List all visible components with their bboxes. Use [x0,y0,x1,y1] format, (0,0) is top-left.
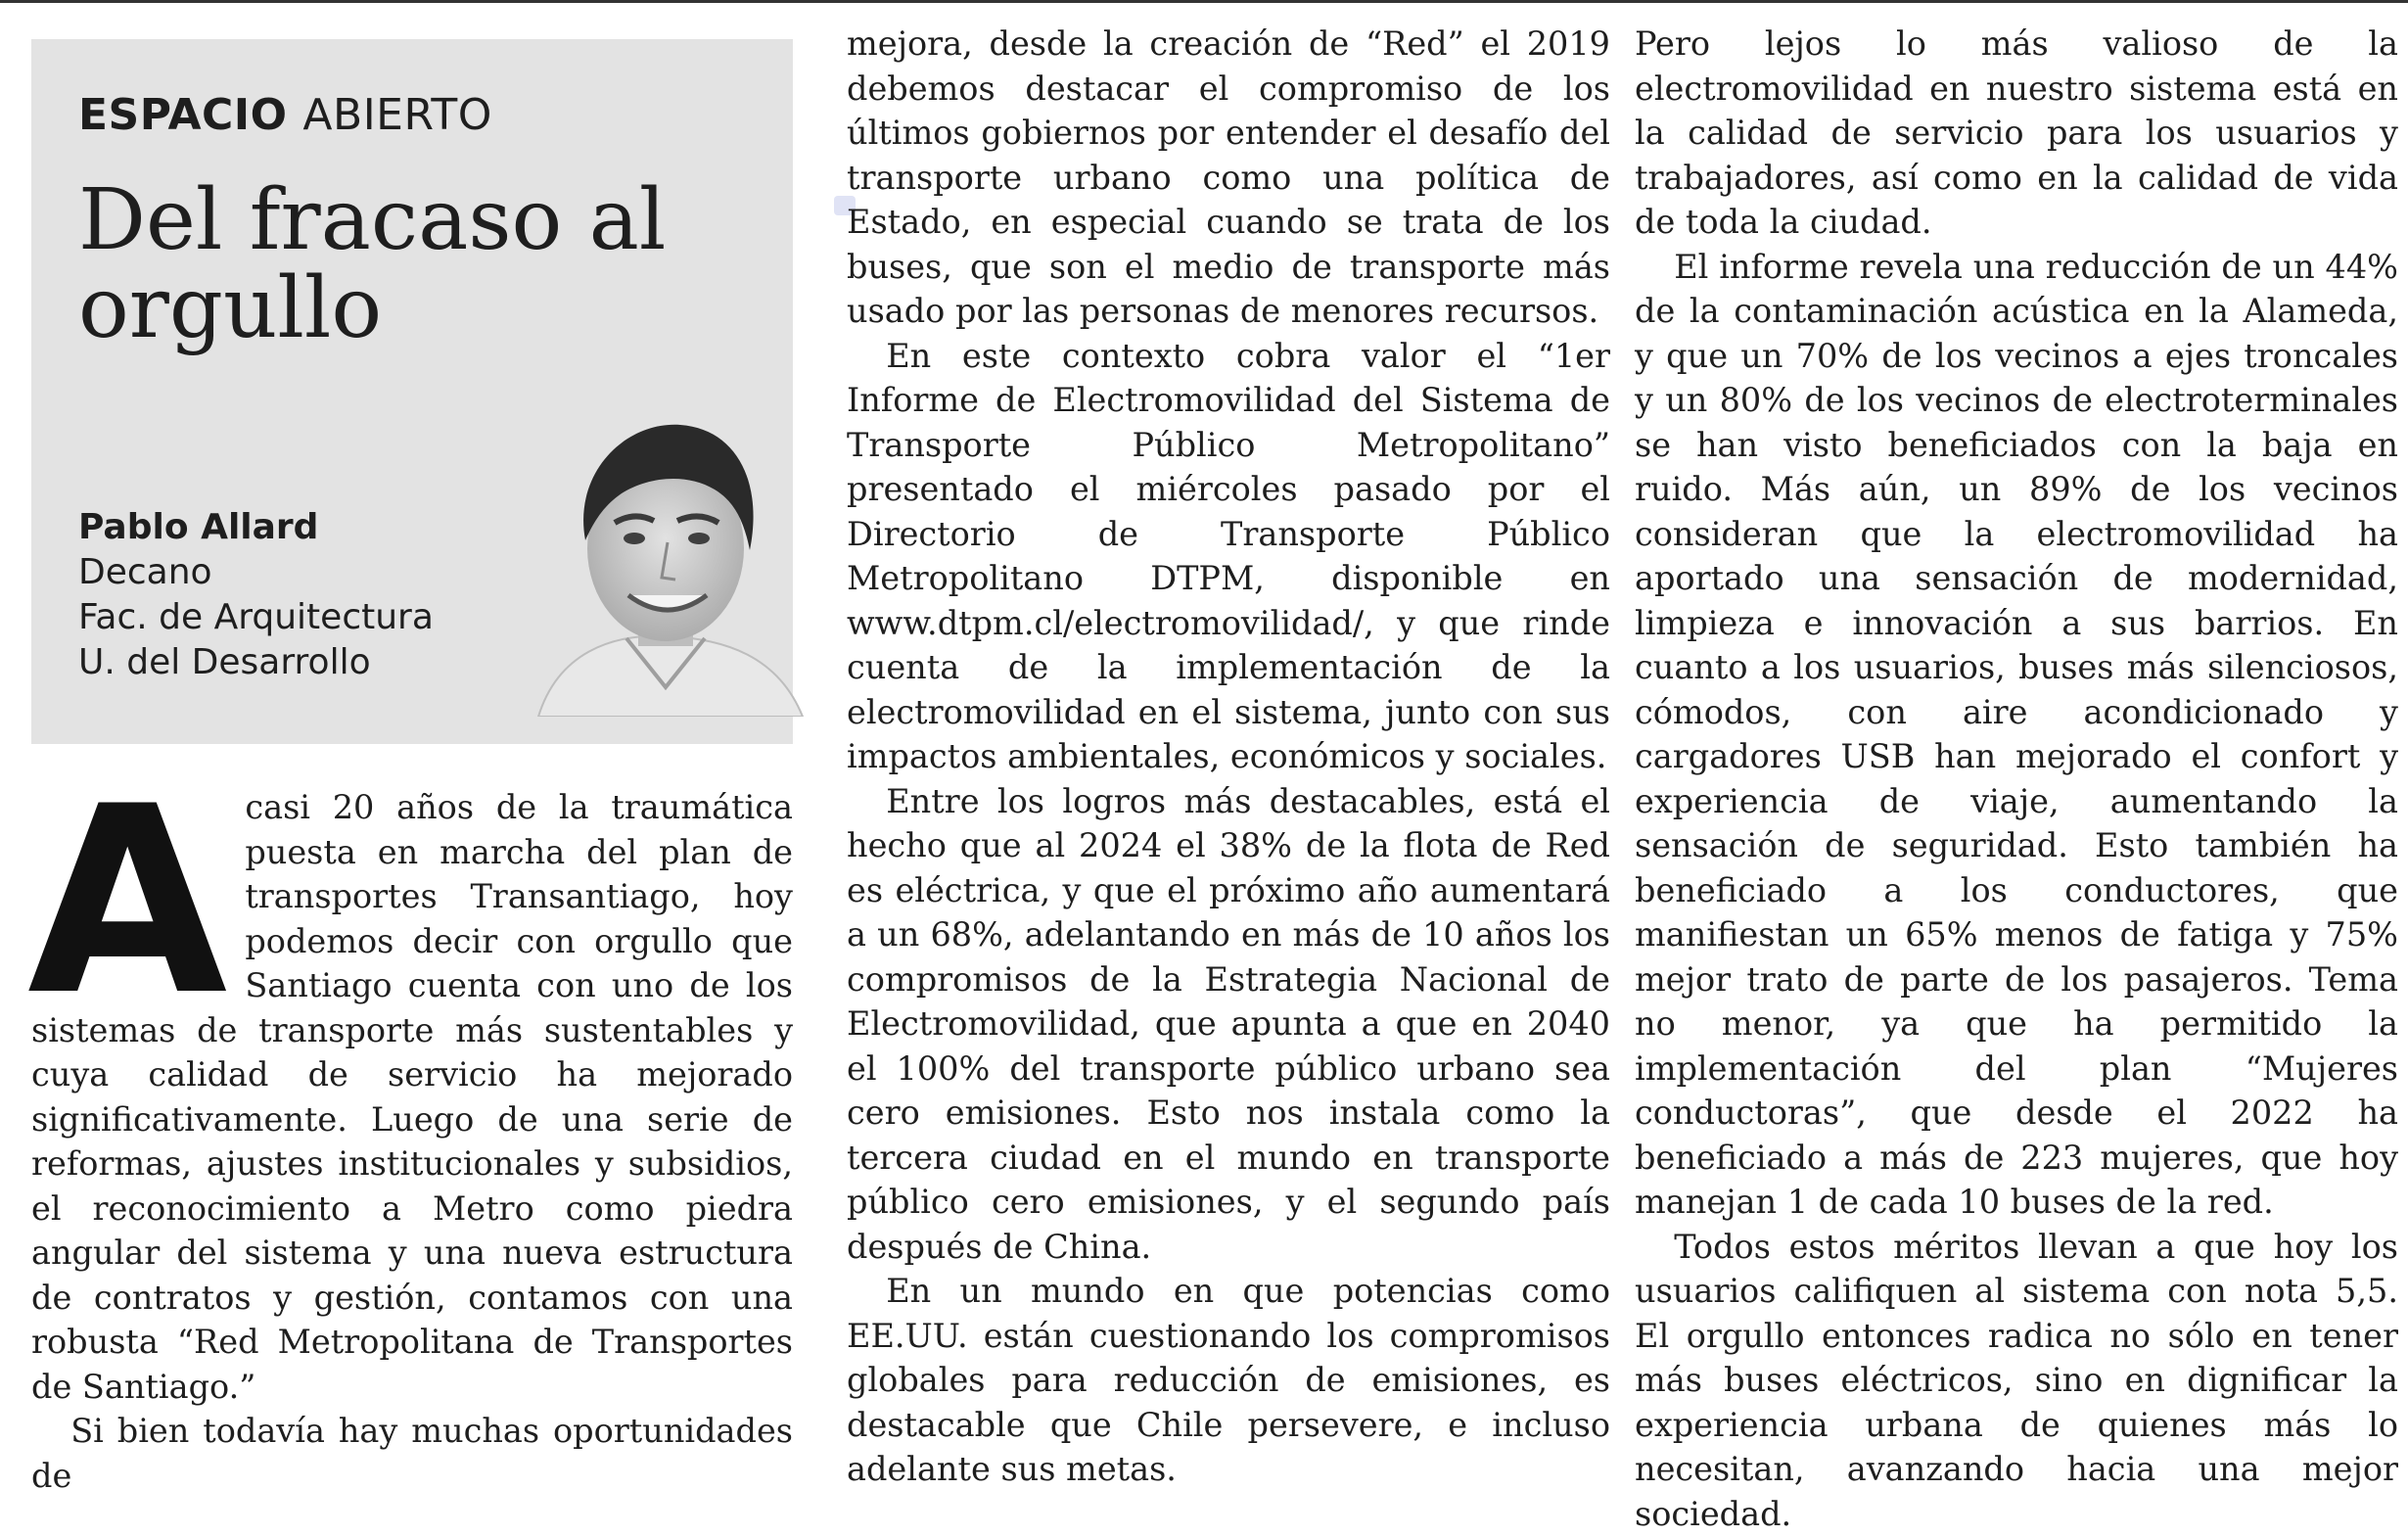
drop-cap: A [27,805,227,991]
article-paragraph-1 [31,785,793,1409]
byline [78,505,434,685]
headline-line-2: orgullo [78,259,382,357]
article-paragraph-6: Pero lejos lo más valioso de la electromovilidad en nuestro sistema está en la calidad de servicio para los usuarios y trabajadores, así como en la calidad de vida de toda la ciudad. [1635,22,2398,245]
article-paragraph-1-text: casi 20 años de la traumática puesta en marcha del plan de transportes Transantiago, hoy podemos decir con orgullo que Santiago cuenta con uno de los sistemas de transporte más sustentables y cuya calidad de servicio ha mejorado significativamente. Luego de una serie de reformas, ajustes institucionales y subsidios, el reconocimiento a Metro como piedra angular del sistema y una nueva estructura de contratos y gestión, contamos con una robusta “Red Metropolitana de Transportes de Santiago.” [31,788,793,1406]
section-label-bold: ESPACIO [78,90,288,140]
article-paragraph-7: El informe revela una reducción de un 44% de la contaminación acústica en la Alameda, y que un 70% de los vecinos a ejes troncales y un 80% de los vecinos de electroterminales se han visto beneficiados con la baja en ruido. Más aún, un 89% de los vecinos consideran que la electromovilidad ha aportado una sensación de modernidad, limpieza e innovación a sus barrios. En cuanto a los usuarios, buses más silenciosos, cómodos, con aire acondicionado y cargadores USB han mejorado el confort y experiencia de viaje, aumentando la sensación de seguridad. Esto también ha beneficiado a los conductores, que manifiestan un 65% menos de fatiga y 75% mejor trato de parte de los pasajeros. Tema no menor, ya que ha permitido la implementación del plan “Mujeres conductoras”, que desde el 2022 ha beneficiado a más de 223 mujeres, que hoy manejan 1 de cada 10 buses de la red. [1635,245,2398,1225]
article-column-3 [1635,22,2398,1536]
portrait-eye-right [688,533,710,544]
article-paragraph-3: En este contexto cobra valor el “1er Informe de Electromovilidad del Sistema de Transporte Público Metropolitano” presentado el miércoles pasado por el Directorio de Transporte Público Metropolitano DTPM, disponible en www.dtpm.cl/electromovilidad/, y que rinde cuenta de la implementación de la electromovilidad en el sistema, junto con sus impactos ambientales, económicos y sociales. [847,334,1610,779]
author-faculty: Fac. de Arquitectura [78,595,434,640]
header-box [31,39,793,744]
article-paragraph-4: Entre los logros más destacables, está el hecho que al 2024 el 38% de la flota de Red es eléctrica, y que el próximo año aumentará a un 68%, adelantando en más de 10 años los compromisos de la Estrategia Nacional de Electromovilidad, que apunta a que en 2040 el 100% del transporte público urbano sea cero emisiones. Esto nos instala como la tercera ciudad en el mundo en transporte público cero emisiones, y el segundo país después de China. [847,779,1610,1270]
author-university: U. del Desarrollo [78,640,434,685]
headline-line-1: Del fracaso al [78,171,666,269]
section-label-light: ABIERTO [302,90,491,140]
author-role: Decano [78,550,434,595]
article-paragraph-8: Todos estos méritos llevan a que hoy los usuarios califiquen al sistema con nota 5,5. El orgullo entonces radica no sólo en tener más buses eléctricos, sino en dignificar la experiencia urbana de quienes más lo necesitan, avanzando hacia una mejor sociedad. [1635,1225,2398,1536]
author-portrait-photo [519,403,812,717]
portrait-shoulders [538,636,803,717]
portrait-eye-left [624,533,645,544]
article-paragraph-2-start: Si bien todavía hay muchas oportunidades de [31,1409,793,1498]
top-rule [0,0,2408,3]
article-paragraph-5: En un mundo en que potencias como EE.UU. están cuestionando los compromisos globales para reducción de emisiones, es destacable que Chile persevere, e incluso adelante sus metas. [847,1269,1610,1492]
author-name: Pablo Allard [78,505,434,550]
article-column-1 [31,785,793,1498]
section-label [78,90,492,140]
article-column-2 [847,22,1610,1492]
headline [78,176,705,352]
article-paragraph-2-continued: mejora, desde la creación de “Red” el 2019 debemos destacar el compromiso de los últimos gobiernos por entender el desafío del transporte urbano como una política de Estado, en especial cuando se trata de los buses, que son el medio de transporte más usado por las personas de menores recursos. [847,22,1610,334]
